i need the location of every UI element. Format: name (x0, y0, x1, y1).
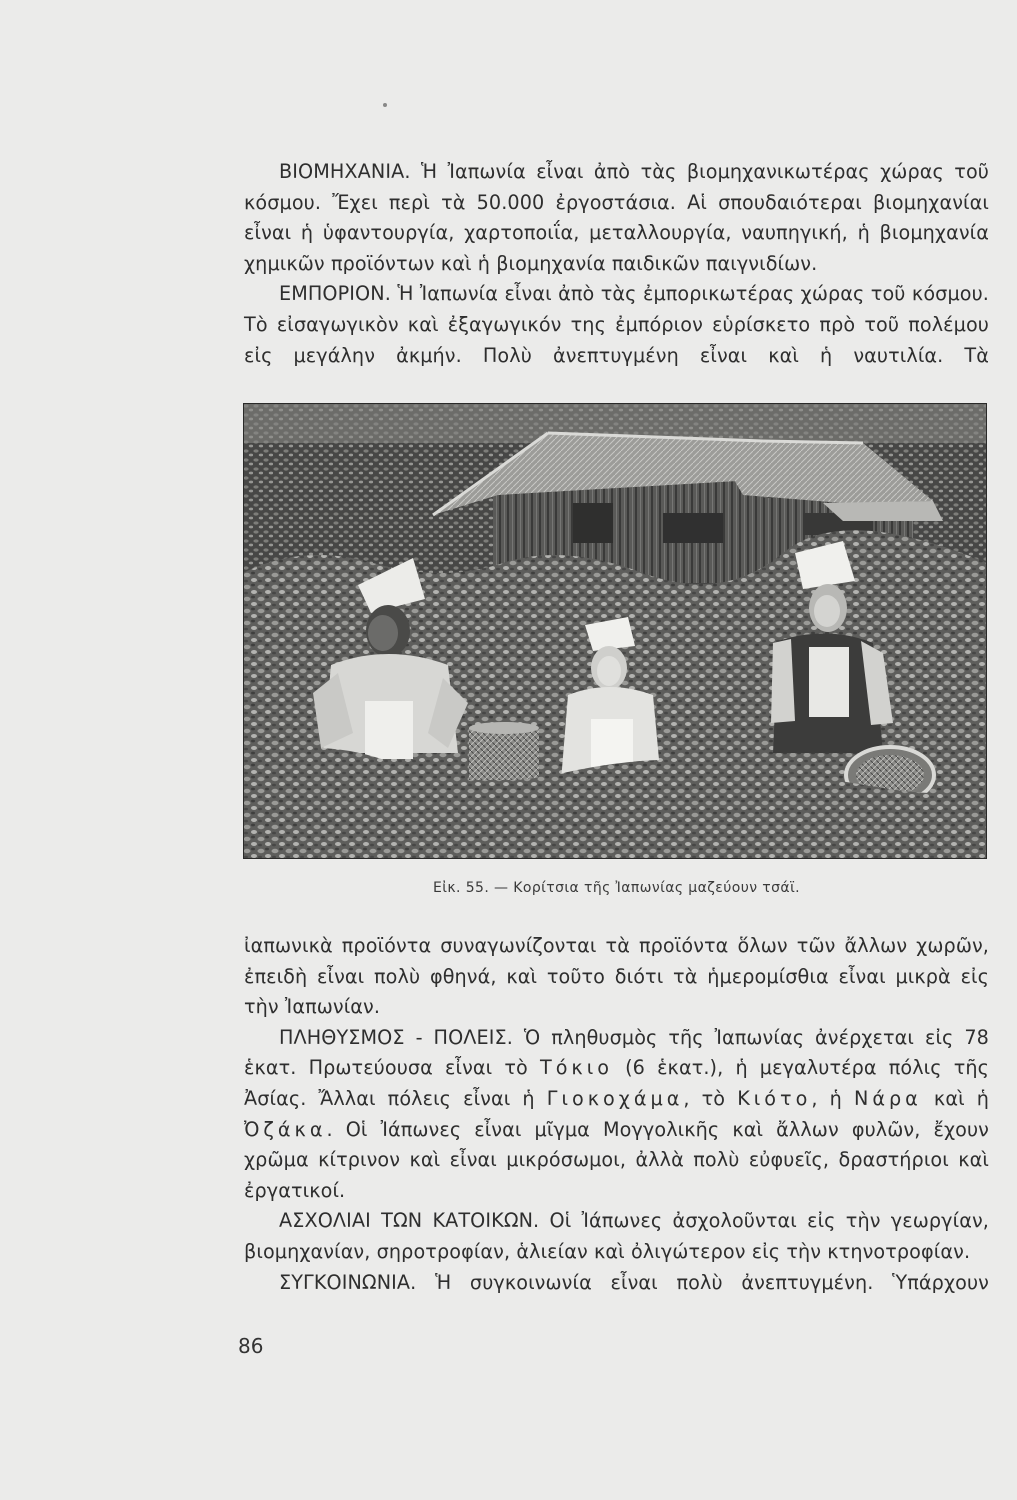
industry-paragraph (244, 157, 989, 279)
figure-caption: Εἰκ. 55. — Κορίτσια τῆς Ἰαπωνίας μαζεύουν τσάϊ. (433, 880, 800, 896)
occupations-heading: ΑΣΧΟΛΙΑΙ ΤΩΝ ΚΑΤΟΙΚΩΝ. (279, 1209, 540, 1233)
top-text-block (244, 157, 989, 371)
commerce-paragraph (244, 279, 989, 371)
city-tokio: Τόκιο (539, 1056, 613, 1080)
occupations-text: Οἱ Ἰάπωνες ἀσχολοῦνται εἰς τὴν γεωργίαν, βιομηχανίαν, σηροτροφίαν, ἁλιείαν καὶ ὀλιγώτερον εἰς τὴν κτηνοτροφίαν. (244, 1209, 989, 1263)
population-paragraph (244, 1023, 989, 1207)
occupations-paragraph (244, 1206, 989, 1267)
communications-text: Ἡ συγκοινωνία εἶναι πολὺ ἀνεπτυγμένη. Ὑπάρχουν (435, 1270, 989, 1294)
industry-text: Ἡ Ἰαπωνία εἶναι ἀπὸ τὰς βιομηχανικωτέρας χώρας τοῦ κόσμου. Ἔχει περὶ τὰ 50.000 ἐργοστάσια. Αἱ σπουδαιότεραι βιομηχανίαι εἶναι ἡ ὑφαντουργία, χαρτοποιΐα, μεταλλουργία, ναυπηγική, ἡ βιομηχανία χημικῶν προϊόντων καὶ ἡ βιομηχανία παιδικῶν παιγνιδίων. (244, 160, 989, 275)
industry-heading: ΒΙΟΜΗΧΑΝΙΑ. (279, 160, 411, 183)
population-heading: ΠΛΗΘΥΣΜΟΣ - ΠΟΛΕΙΣ. (279, 1025, 513, 1049)
city-nara: Νάρα (853, 1086, 922, 1110)
page-speck (383, 103, 387, 107)
page-number: 86 (238, 1334, 264, 1358)
figure-photo (243, 403, 987, 859)
communications-paragraph (244, 1268, 989, 1299)
commerce-heading: ΕΜΠΟΡΙΟΝ. (279, 282, 391, 306)
population-text: , ἡ (811, 1086, 842, 1110)
commerce-text: Ἡ Ἰαπωνία εἶναι ἀπὸ τὰς ἐμπορικωτέρας χώρας τοῦ κόσμου. Τὸ εἰσαγωγικὸν καὶ ἐξαγωγικόν της ἐμπόριον εὑρίσκετο πρὸ τοῦ πολέμου εἰς μεγάλην ἀκμήν. Πολὺ ἀνεπτυγμένη εἶναι καὶ ἡ ναυτιλία. Τὰ (244, 282, 989, 367)
population-text: , τὸ (683, 1086, 726, 1110)
population-text: . Οἱ Ἰάπωνες εἶναι μῖγμα Μογγολικῆς καὶ ἄλλων φυλῶν, ἔχουν χρῶμα κίτρινον καὶ εἶναι μικρόσωμοι, ἀλλὰ πολὺ εὐφυεῖς, δραστήριοι καὶ ἐργατικοί. (244, 1117, 989, 1202)
city-osaka: Ὀζάκα (244, 1117, 327, 1141)
city-kyoto: Κιότο (737, 1086, 812, 1110)
bottom-text-block (244, 931, 989, 1298)
city-yokohama: Γιοκοχάμα (546, 1086, 684, 1110)
population-text: καὶ ἡ (933, 1086, 990, 1110)
tea-basket (469, 722, 539, 780)
population-text: (6 ἑκατ.), ἡ μεγαλυτέρα πόλις τῆς Ἀσίας. Ἄλλαι πόλεις εἶναι ἡ (244, 1056, 989, 1110)
communications-heading: ΣΥΓΚΟΙΝΩΝΙΑ. (279, 1270, 417, 1294)
population-text: Ὁ πληθυσμὸς τῆς Ἰαπωνίας ἀνέρχεται εἰς 78 ἑκατ. Πρωτεύουσα εἶναι τὸ (244, 1025, 989, 1080)
tea-pickers-photo (243, 403, 987, 859)
continuation-paragraph: ἰαπωνικὰ προϊόντα συναγωνίζονται τὰ προϊόντα ὅλων τῶν ἄλλων χωρῶν, ἐπειδὴ εἶναι πολὺ φθηνά, καὶ τοῦτο διότι τὰ ἡμερομίσθια εἶναι μικρὰ εἰς τὴν Ἰαπωνίαν. (244, 934, 989, 1019)
